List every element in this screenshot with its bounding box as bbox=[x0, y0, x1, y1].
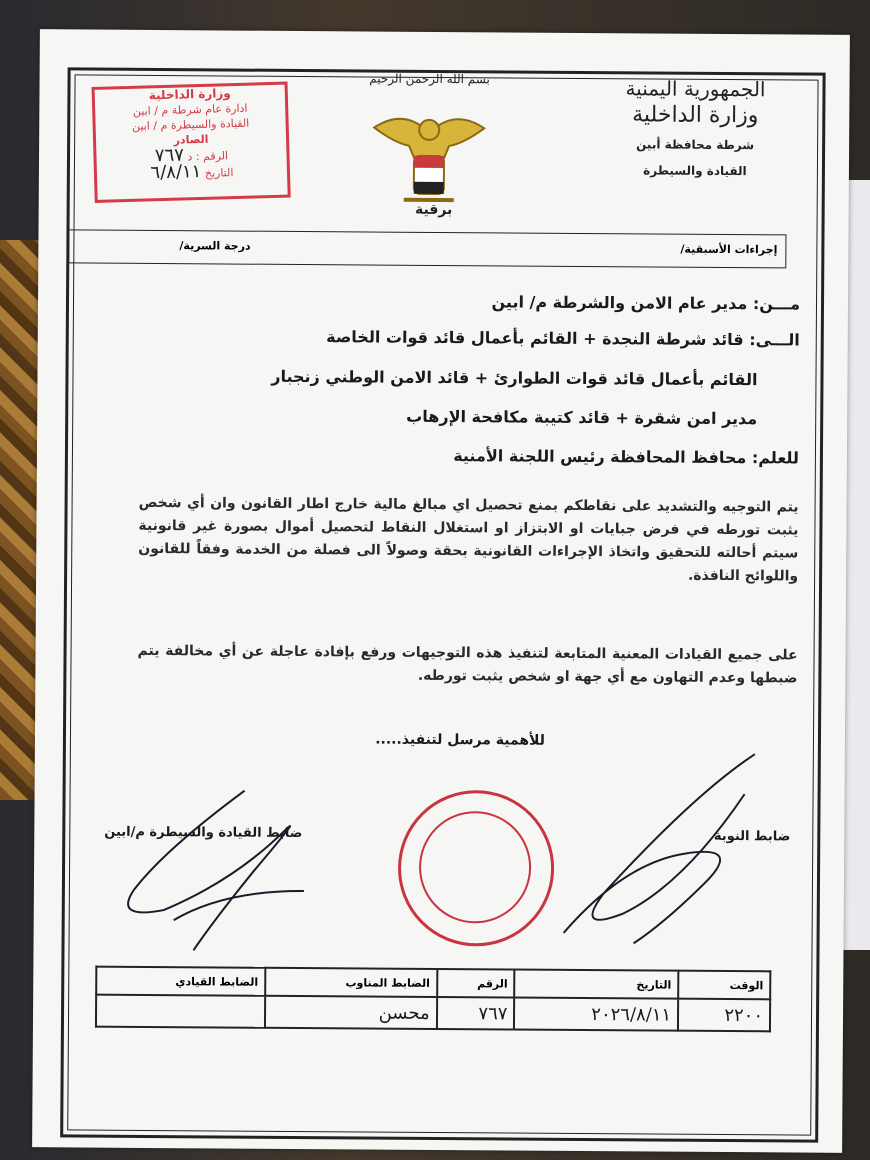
stamp-number-label: الرقم : د bbox=[187, 149, 229, 164]
document-page bbox=[32, 29, 850, 1153]
stamp-date-label: التاريخ bbox=[204, 166, 234, 180]
yemen-eagle-emblem bbox=[364, 87, 495, 218]
col-header-date: التاريخ bbox=[515, 970, 679, 999]
closing-line: للأهمية مرسل لتنفيذ..... bbox=[375, 731, 546, 749]
to-value-2: القائم بأعمال قائد قوات الطوارئ + قائد الامن الوطني زنجبار bbox=[271, 366, 758, 390]
right-signature-label: ضابط النوبة bbox=[713, 828, 791, 845]
cc-label: للعلم: bbox=[751, 448, 800, 468]
log-table-row bbox=[96, 995, 770, 1032]
ministry-title: وزارة الداخلية bbox=[632, 102, 759, 129]
col-header-time: الوقت bbox=[678, 971, 770, 1000]
from-label: مـــن: bbox=[752, 294, 801, 314]
outgoing-stamp bbox=[92, 82, 291, 203]
telegram-label: برقية bbox=[414, 201, 453, 219]
stamp-line-2: ادارة عام شرطة م / ابين bbox=[132, 101, 248, 118]
left-signature bbox=[103, 770, 334, 962]
stamp-line-3: القيادة والسيطرة م / ابين bbox=[131, 116, 250, 133]
stamp-line-1: وزارة الداخلية bbox=[148, 86, 231, 103]
cell-duty-officer: محسن bbox=[265, 996, 437, 1029]
log-table bbox=[95, 966, 771, 1033]
republic-title: الجمهورية اليمنية bbox=[625, 76, 766, 102]
cell-number: ٧٦٧ bbox=[437, 997, 515, 1030]
secrecy-label: درجة السرية/ bbox=[179, 239, 251, 253]
stamp-number: ٧٦٧ bbox=[154, 144, 185, 167]
priority-label: إجراءات الأسبقية/ bbox=[680, 242, 778, 257]
basmala: بسم الله الرحمن الرحيم bbox=[369, 71, 490, 87]
body-paragraph-2: على جميع القيادات المعنية المتابعة لتنفيذ هذه التوجيهات ورفع بإفادة عاجلة عن أي مخالفة يتم ضبطها وعدم التهاون مع أي جهة او شخص يثبت تورطه. bbox=[137, 642, 798, 687]
stamp-date: ٦/٨/١١ bbox=[150, 160, 202, 184]
body-paragraph-1: يتم التوجيه والتشديد على نقاطكم بمنع تحصيل اي مبالغ مالية خارج اطار القانون وان أي شخص يثبت تورطه في فرض جبايات او الابتزاز او استغلال النقاط لتحصيل أموال بصورة غير قانونية سيتم أحالته للتحقيق واتخاذ الإجراءات القانونية بحقة وصولاً الى فصلة من الخدمة وفقاً للقانون واللوائح النافذة. bbox=[138, 494, 799, 585]
cell-command-officer bbox=[96, 995, 265, 1028]
cc-line bbox=[453, 446, 799, 467]
to-value-3: مدير امن شقرة + قائد كتيبة مكافحة الإرهاب bbox=[406, 406, 758, 429]
stamp-outgoing: الصادر bbox=[173, 132, 209, 147]
to-value-1: قائد شرطة النجدة + القائم بأعمال قائد قوات الخاصة bbox=[326, 327, 744, 350]
col-header-command-officer: الضابط القيادي bbox=[96, 967, 265, 996]
command-dept: القيادة والسيطرة bbox=[643, 163, 747, 179]
right-signature bbox=[543, 733, 785, 965]
left-signature-label: ضابط القيادة والسيطرة م/ابين bbox=[104, 824, 303, 842]
police-dept: شرطة محافظة أبين bbox=[636, 137, 755, 153]
header-right bbox=[595, 75, 796, 178]
official-round-stamp bbox=[398, 790, 555, 947]
to-line bbox=[326, 327, 800, 349]
cell-time: ٢٢٠٠ bbox=[678, 999, 770, 1032]
to-label: الـــى: bbox=[749, 330, 800, 350]
col-header-number: الرقم bbox=[437, 969, 515, 998]
cell-date: ٢٠٢٦/٨/١١ bbox=[514, 998, 678, 1031]
col-header-duty-officer: الضابط المناوب bbox=[265, 968, 437, 997]
cc-value: محافظ المحافظة رئيس اللجنة الأمنية bbox=[453, 446, 747, 468]
procedures-bar bbox=[68, 229, 786, 268]
header-center bbox=[345, 71, 515, 86]
from-value: مدير عام الامن والشرطة م/ ابين bbox=[491, 292, 748, 314]
from-line bbox=[492, 292, 801, 313]
